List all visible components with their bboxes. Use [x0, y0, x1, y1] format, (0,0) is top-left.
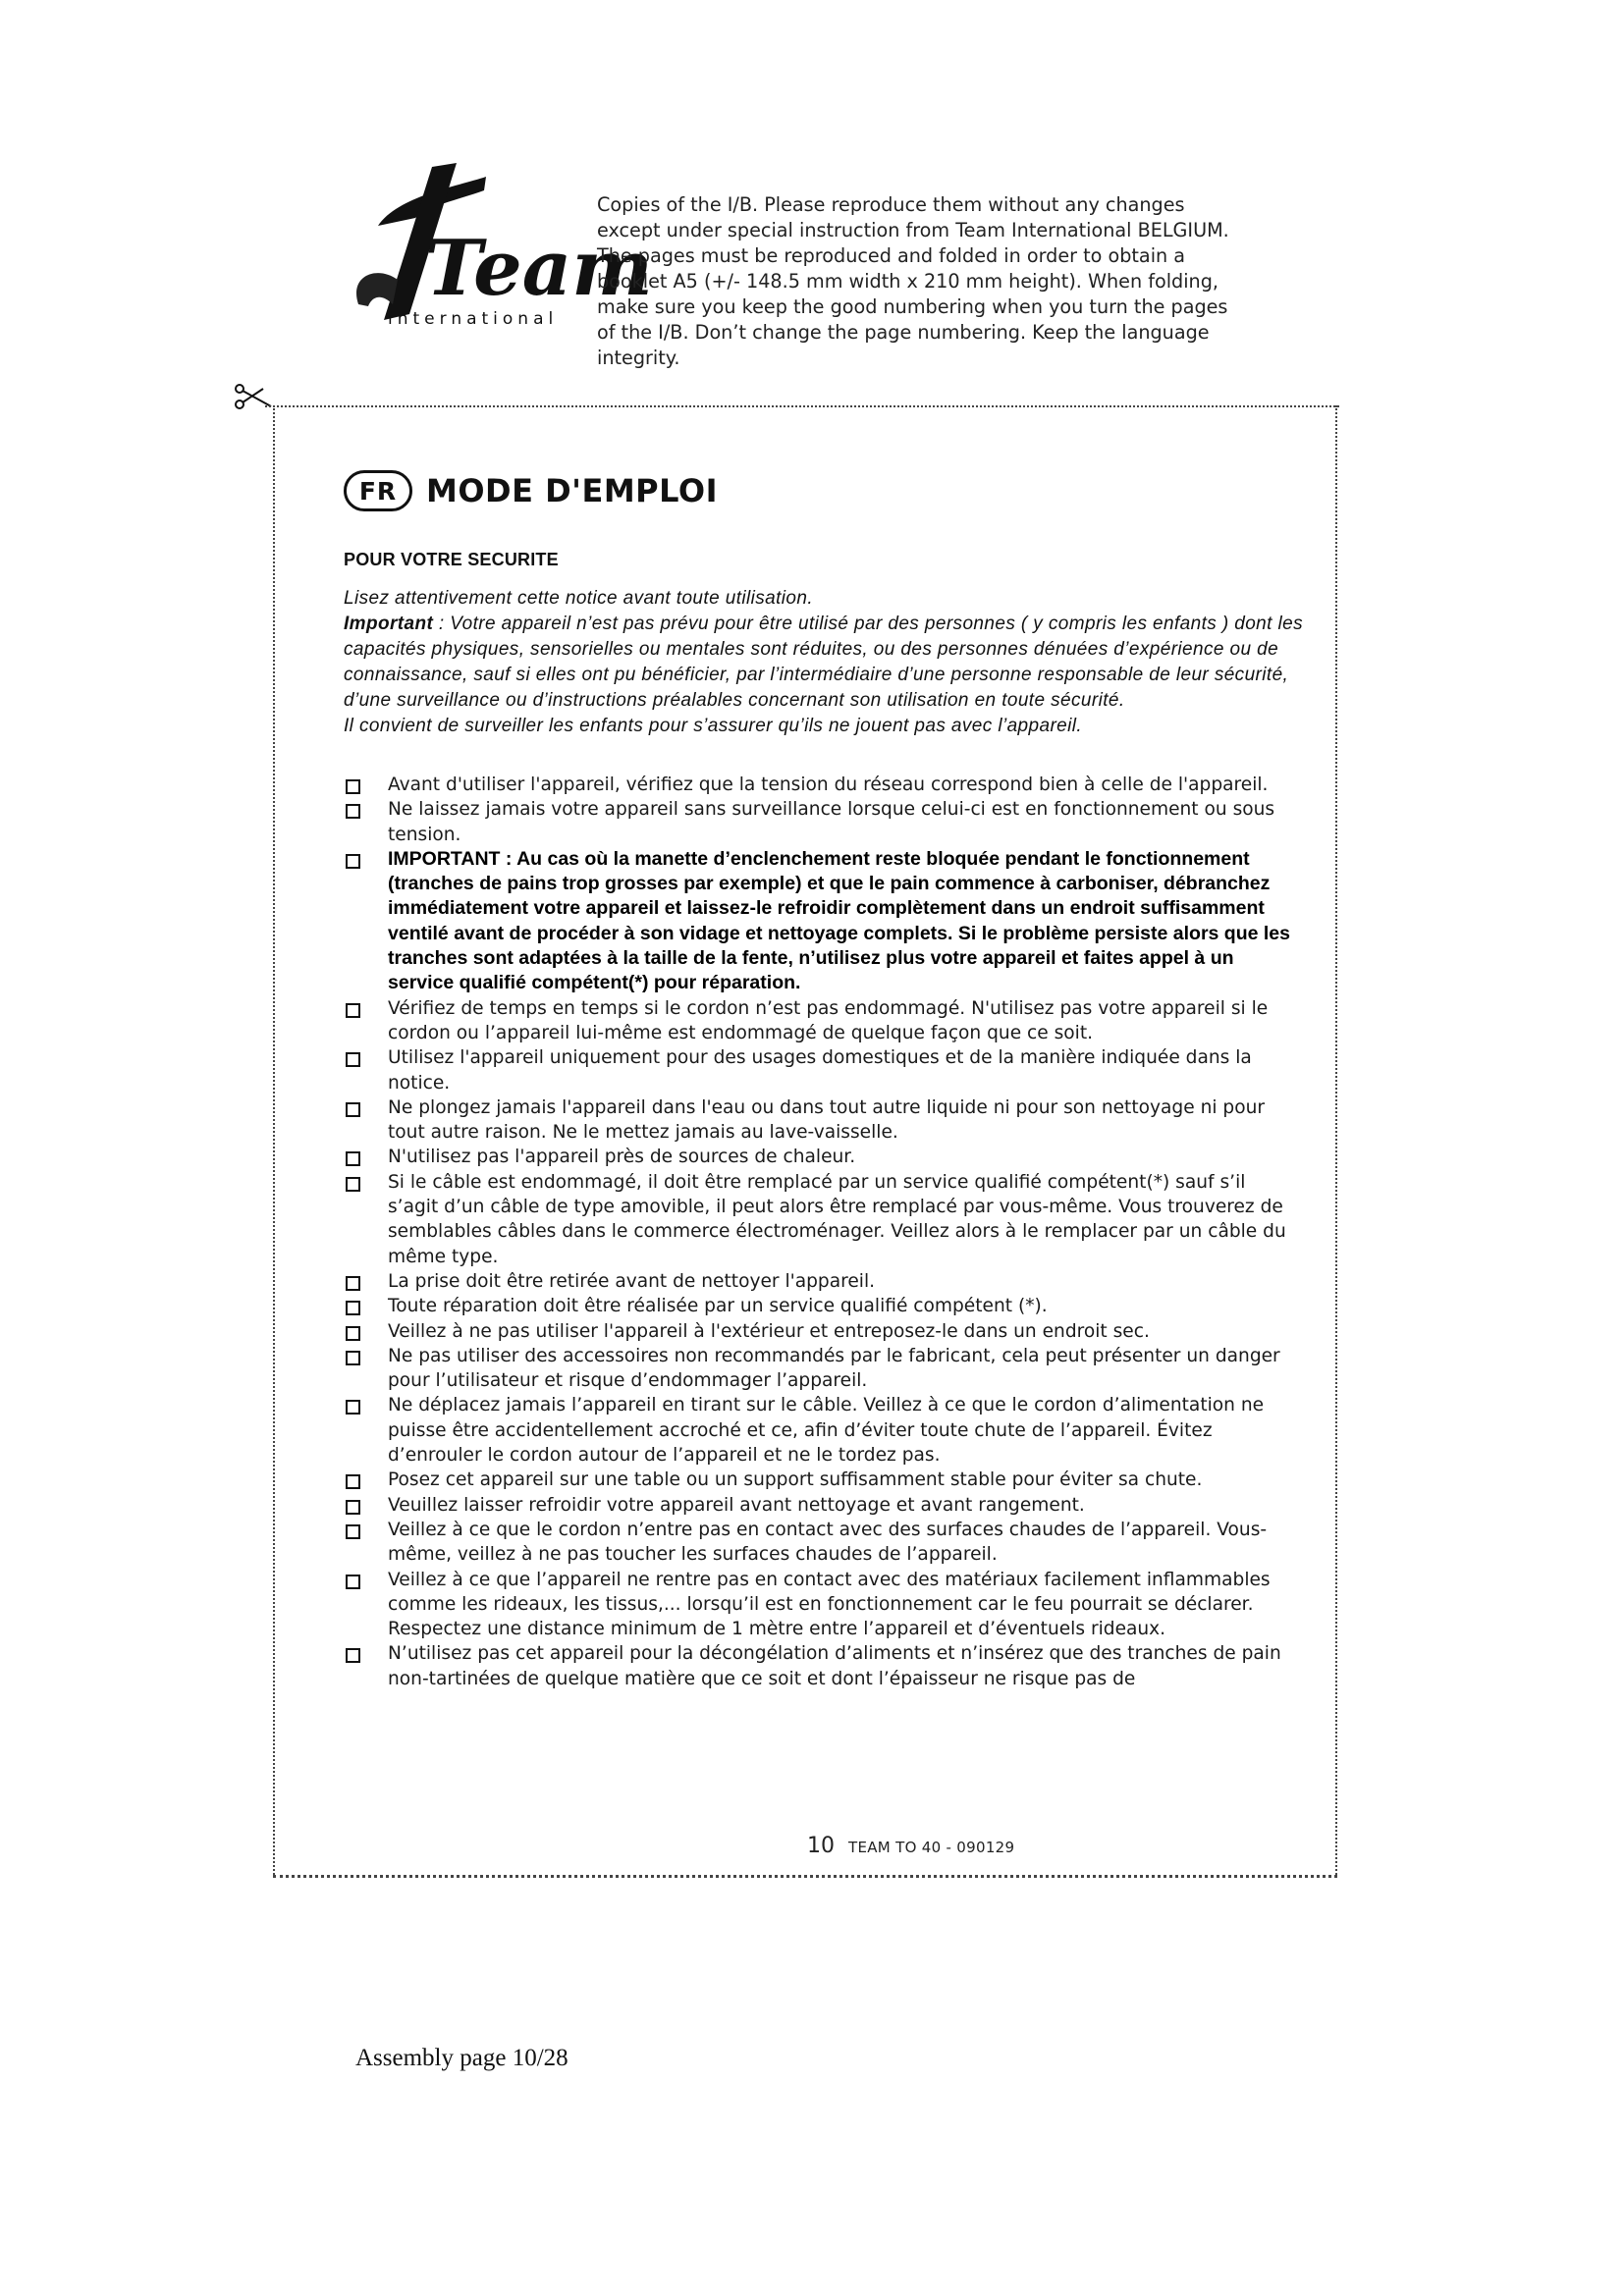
- list-item: Veuillez laisser refroidir votre appareil avant nettoyage et avant rangement.: [344, 1493, 1301, 1518]
- note-line: Copies of the I/B. Please reproduce them without any changes: [597, 193, 1185, 216]
- checkbox-bullet-icon: [346, 854, 360, 869]
- logo-sub-text: international: [388, 309, 559, 329]
- list-item: Veillez à ce que l’appareil ne rentre pas en contact avec des matériaux facilement inflammables comme les rideaux, les tissus,... lorsqu’il est en fonctionnement car le feu pourrait se déclarer. Respectez une distance minimum de 1 mètre entre l’appareil et d’éventuels rideaux.: [344, 1568, 1301, 1642]
- important-label: Important: [344, 614, 434, 634]
- note-line: of the I/B. Don’t change the page numbering. Keep the language: [597, 321, 1210, 344]
- language-badge: FR: [344, 470, 412, 511]
- checkbox-bullet-icon: [346, 1326, 360, 1341]
- note-line: The pages must be reproduced and folded in order to obtain a: [597, 244, 1186, 267]
- important-paragraph: [344, 612, 1326, 714]
- manual-title-row: [344, 468, 718, 513]
- list-item: Si le câble est endommagé, il doit être remplacé par un service qualifié compétent(*) sauf s’il s’agit d’un câble de type amovible, il peut alors être remplacé par vous-même. Vous trouverez de semblables câbles dans le commerce électroménager. Veillez alors à le remplacer par un câble du même type.: [344, 1170, 1301, 1269]
- checkbox-bullet-icon: [346, 1151, 360, 1166]
- note-line: make sure you keep the good numbering when you turn the pages: [597, 295, 1228, 318]
- checkbox-bullet-icon: [346, 1575, 360, 1589]
- checkbox-bullet-icon: [346, 1301, 360, 1315]
- checkbox-bullet-icon: [346, 1474, 360, 1489]
- page-footer: [807, 1834, 1014, 1858]
- safety-list: [344, 773, 1301, 1691]
- list-item: Utilisez l'appareil uniquement pour des usages domestiques et de la manière indiquée dans la notice.: [344, 1045, 1301, 1095]
- note-line: booklet A5 (+/- 148.5 mm width x 210 mm height). When folding,: [597, 270, 1218, 293]
- list-item: N'utilisez pas l'appareil près de sources de chaleur.: [344, 1145, 1301, 1169]
- page-title: MODE D'EMPLOI: [426, 472, 718, 509]
- important-text: : Votre appareil n’est pas prévu pour être utilisé par des personnes ( y compris les enfants ) dont les capacités physiques, sensorielles ou mentales sont réduites, ou des personnes dénuées d’expérience ou de connaissance, sauf si elles ont pu bénéficier, par l’intermédiaire d’une personne responsable de leur sécurité, d’une surveillance ou d’instructions préalables concernant son utilisation en toute sécurité.: [344, 614, 1303, 711]
- list-item-important: IMPORTANT : Au cas où la manette d’enclenchement reste bloquée pendant le fonctionnement (tranches de pains trop grosses par exemple) et que le pain commence à carboniser, débranchez immédiatement votre appareil et laissez-le refroidir complètement dans un endroit suffisamment ventilé avant de procéder à son vidage et nettoyage complets. Si le problème persiste alors que les tranches sont adaptées à la taille de la fente, n’utilisez plus votre appareil et faites appel à un service qualifié compétent(*) pour réparation.: [344, 847, 1301, 996]
- list-item: La prise doit être retirée avant de nettoyer l'appareil.: [344, 1269, 1301, 1294]
- page-number: 10: [807, 1834, 835, 1858]
- list-item: Avant d'utiliser l'appareil, vérifiez que la tension du réseau correspond bien à celle de l'appareil.: [344, 773, 1301, 797]
- list-item: Ne déplacez jamais l’appareil en tirant sur le câble. Veillez à ce que le cordon d’alimentation ne puisse être accidentellement accroché et ce, afin d’éviter toute chute de l’appareil. Évitez d’enrouler le cordon autour de l’appareil et ne le tordez pas.: [344, 1393, 1301, 1468]
- checkbox-bullet-icon: [346, 779, 360, 794]
- checkbox-bullet-icon: [346, 1102, 360, 1117]
- checkbox-bullet-icon: [346, 1351, 360, 1365]
- list-item: Veillez à ce que le cordon n’entre pas en contact avec des surfaces chaudes de l’appareil. Vous-même, veillez à ne pas toucher les surfaces chaudes de l’appareil.: [344, 1518, 1301, 1568]
- checkbox-bullet-icon: [346, 1500, 360, 1515]
- model-code: TEAM TO 40 - 090129: [848, 1839, 1015, 1856]
- list-item: Ne pas utiliser des accessoires non recommandés par le fabricant, cela peut présenter un danger pour l’utilisateur et risque d’endommager l’appareil.: [344, 1344, 1301, 1394]
- team-international-logo: [339, 157, 653, 344]
- list-item: N’utilisez pas cet appareil pour la décongélation d’aliments et n’insérez que des tranches de pain non-tartinées de quelque matière que ce soit et dont l’épaisseur ne risque pas de: [344, 1641, 1301, 1691]
- checkbox-bullet-icon: [346, 1276, 360, 1291]
- reproduction-note: [597, 192, 1284, 371]
- section-heading: POUR VOTRE SECURITE: [344, 550, 559, 569]
- list-item: Ne plongez jamais l'appareil dans l'eau ou dans tout autre liquide ni pour son nettoyage ni pour tout autre raison. Ne le mettez jamais au lave-vaisselle.: [344, 1095, 1301, 1146]
- scissors-icon: [234, 383, 273, 412]
- list-item: Vérifiez de temps en temps si le cordon n’est pas endommagé. N'utilisez pas votre appareil si le cordon ou l’appareil lui-même est endommagé de quelque façon que ce soit.: [344, 996, 1301, 1046]
- intro-line: Lisez attentivement cette notice avant toute utilisation.: [344, 588, 814, 609]
- checkbox-bullet-icon: [346, 1524, 360, 1539]
- assembly-page-label: Assembly page 10/28: [355, 2045, 568, 2071]
- safety-intro: [344, 586, 1326, 739]
- list-item: Ne laissez jamais votre appareil sans surveillance lorsque celui-ci est en fonctionnement ou sous tension.: [344, 797, 1301, 847]
- intro-line: Il convient de surveiller les enfants pour s’assurer qu’ils ne jouent pas avec l’appareil.: [344, 716, 1083, 736]
- checkbox-bullet-icon: [346, 1400, 360, 1415]
- checkbox-bullet-icon: [346, 1052, 360, 1067]
- note-line: except under special instruction from Team International BELGIUM.: [597, 219, 1229, 241]
- checkbox-bullet-icon: [346, 1003, 360, 1018]
- checkbox-bullet-icon: [346, 1648, 360, 1663]
- list-item: Veillez à ne pas utiliser l'appareil à l'extérieur et entreposez-le dans un endroit sec.: [344, 1319, 1301, 1344]
- note-line: integrity.: [597, 347, 680, 369]
- checkbox-bullet-icon: [346, 804, 360, 819]
- logo-brand-text: Team: [425, 224, 653, 313]
- list-item: Toute réparation doit être réalisée par un service qualifié compétent (*).: [344, 1294, 1301, 1318]
- checkbox-bullet-icon: [346, 1177, 360, 1192]
- list-item: Posez cet appareil sur une table ou un support suffisamment stable pour éviter sa chute.: [344, 1468, 1301, 1492]
